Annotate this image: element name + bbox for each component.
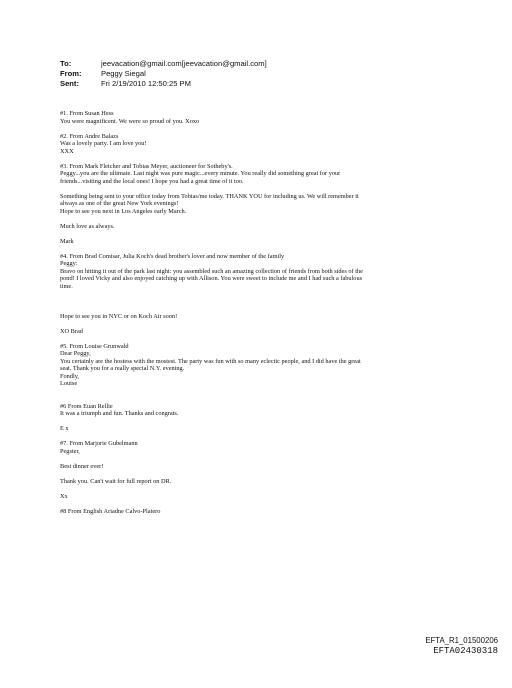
- body-line: #2. From Andre Balazs: [60, 132, 119, 140]
- body-line: You certainly are the hostess with the mostest. The party was fun with so many eclectic people, and I did have the great: [60, 357, 361, 365]
- body-line: E x: [60, 425, 69, 432]
- body-line: Louise: [60, 380, 78, 387]
- body-line: pond! I loved Vicky and also enjoyed catching up with Allison. You were sweet to include me and I had such a fabulous: [60, 275, 363, 282]
- body-line: Hope to see you next in Los Angeles early March.: [60, 207, 187, 215]
- blank-line: [60, 395, 480, 403]
- from-label: From:: [60, 69, 82, 78]
- body-line: Peggy:: [60, 260, 78, 267]
- body-line: Bravo on hitting it out of the park last night: you assembled such an amazing collection of friends from both sides of the: [60, 267, 363, 275]
- body-line: Something being sent to your office today from Tobias/me today. THANK YOU for including us. We will remember it: [60, 192, 359, 200]
- body-line: #8 From English Ariadne Calvo-Platero: [60, 507, 161, 515]
- body-line: seat. Thank you for a really special N.Y. evening.: [60, 365, 185, 372]
- blank-line: [60, 320, 480, 328]
- body-line: You were magnificent. We were so proud of you. Xoxo: [60, 117, 200, 125]
- blank-line: [60, 298, 480, 306]
- body-line: Was a lovely party. I am love you!: [60, 140, 147, 147]
- body-line: It was a triumph and fun. Thanks and congrats.: [60, 410, 179, 417]
- blank-line: [60, 455, 480, 463]
- body-line: XXX: [60, 147, 74, 155]
- to-label: To:: [60, 59, 72, 68]
- email-body: [60, 110, 480, 515]
- to-value: jeevacation@gmail.com[jeevacation@gmail.com]: [101, 59, 267, 68]
- body-line: Hope to see you in NYC or on Koch Air soon!: [60, 312, 178, 320]
- blank-line: [60, 335, 480, 343]
- sent-label: Sent:: [60, 79, 79, 88]
- blank-line: [60, 500, 480, 508]
- blank-line: [60, 245, 480, 253]
- body-line: #4. From Brad Comisar, Julia Koch's dead brother's lover and now member of the family: [60, 252, 285, 260]
- document-footer: [425, 636, 498, 657]
- from-row: [60, 69, 267, 79]
- body-line: #6 From Euan Rellie: [60, 402, 113, 410]
- body-line: #1. From Susan Hess: [60, 110, 114, 117]
- to-row: [60, 59, 267, 69]
- body-line: #7. From Marjorie Gubelmann: [60, 440, 138, 447]
- blank-line: [60, 388, 480, 396]
- body-line: Peggy...you are the ultimate. Last night was pure magic...every minute. You really did something great for your: [60, 170, 341, 177]
- body-line: Fondly,: [60, 372, 80, 380]
- body-line: Thank you. Can't wait for full report on DR.: [60, 477, 172, 485]
- sent-row: [60, 79, 267, 89]
- blank-line: [60, 290, 480, 298]
- blank-line: [60, 215, 480, 223]
- blank-line: [60, 418, 480, 426]
- blank-line: [60, 485, 480, 493]
- body-line: always as one of the great New York evenings!: [60, 200, 179, 207]
- body-line: Dear Peggy,: [60, 350, 91, 357]
- blank-line: [60, 433, 480, 441]
- body-line: Pegster,: [60, 447, 80, 455]
- footer-ref-1: EFTA_R1_01500206: [425, 636, 498, 645]
- blank-line: [60, 305, 480, 313]
- email-header: [60, 59, 267, 89]
- body-line: Best dinner ever!: [60, 462, 104, 470]
- body-line: Xx: [60, 492, 68, 500]
- sent-value: Fri 2/19/2010 12:50:25 PM: [101, 79, 191, 88]
- blank-line: [60, 125, 480, 133]
- body-line: #5. From Louise Grunwald: [60, 342, 129, 350]
- body-line: Mark: [60, 237, 74, 245]
- blank-line: [60, 230, 480, 238]
- body-line: XO Brad: [60, 327, 83, 335]
- body-line: time.: [60, 282, 73, 290]
- blank-line: [60, 155, 480, 163]
- blank-line: [60, 185, 480, 193]
- from-value: Peggy Siegal: [101, 69, 146, 78]
- body-line: friends...visiting and the local ones! I hope you had a great time of it too.: [60, 177, 244, 185]
- body-line: #3. From Mark Fletcher and Tobias Meyer, auctioneer for Sotheby's.: [60, 162, 233, 170]
- body-line: Much love as always.: [60, 222, 115, 230]
- footer-ref-2: EFTA02430318: [433, 646, 498, 656]
- blank-line: [60, 470, 480, 478]
